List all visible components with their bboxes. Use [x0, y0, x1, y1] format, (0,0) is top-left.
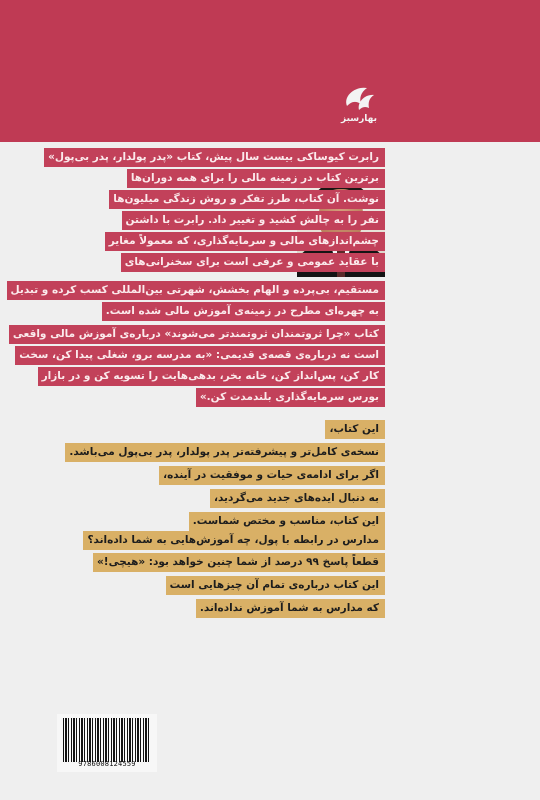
- gold-text-line: مدارس در رابطه با پول، چه آموزش‌هایی به شما داده‌اند؟: [83, 531, 385, 550]
- red-text-line: نوشت. آن کتاب، طرز تفکر و روش زندگی میلیون‌ها: [109, 190, 385, 209]
- gold-text-line: نسخه‌ی کامل‌تر و پیشرفته‌تر پدر پولدار، پدر بی‌پول می‌باشد.: [65, 443, 385, 462]
- red-text-line: بورس سرمایه‌گذاری بلندمدت کن.»: [196, 388, 385, 407]
- red-text-line: رابرت کیوساکی بیست سال پیش، کتاب «پدر پولدار، پدر بی‌پول»: [44, 148, 385, 167]
- gold-text-line: این کتاب،: [325, 420, 385, 439]
- barcode-bars: [63, 718, 151, 762]
- gold-text-line: این کتاب درباره‌ی تمام آن چیزهایی است: [166, 576, 385, 595]
- publisher-logo: [337, 84, 381, 132]
- gold-text-line: اگر برای ادامه‌ی حیات و موفقیت در آینده،: [159, 466, 385, 485]
- gold-text-line: که مدارس به شما آموزش نداده‌اند.: [196, 599, 385, 618]
- red-text-line: است نه درباره‌ی قصه‌ی قدیمی: «به مدرسه برو، شغلی پیدا کن، سخت: [15, 346, 385, 365]
- gold-text-line: این کتاب، مناسب و مختص شماست.: [189, 512, 385, 531]
- barcode-number: 9786008124559: [78, 760, 136, 768]
- publisher-name: بهارسبز: [340, 114, 377, 124]
- leaf-icon: [341, 84, 377, 114]
- red-text-line: چشم‌اندازهای مالی و سرمایه‌گذاری، که معمولاً مغایر: [105, 232, 385, 251]
- gold-text-line: به دنبال ایده‌های جدید می‌گردید،: [210, 489, 385, 508]
- red-text-line: برترین کتاب در زمینه مالی را برای همه دوران‌ها: [127, 169, 385, 188]
- red-text-line: کار کن، پس‌انداز کن، خانه بخر، بدهی‌هایت را تسویه کن و در بازار: [38, 367, 385, 386]
- red-text-line: نفر را به چالش کشید و تغییر داد. رابرت با داشتن: [122, 211, 385, 230]
- red-text-line: کتاب «چرا ثروتمندان ثروتمندتر می‌شوند» درباره‌ی آموزش مالی واقعی: [9, 325, 385, 344]
- gold-text-line: قطعاً پاسخ ۹۹ درصد از شما چنین خواهد بود: «هیچی!»: [93, 553, 385, 572]
- isbn-barcode: [57, 714, 157, 772]
- red-text-line: با عقاید عمومی و عرفی است برای سخنرانی‌های: [121, 253, 385, 272]
- red-text-line: به چهره‌ای مطرح در زمینه‌ی آموزش مالی شده است.: [102, 302, 385, 321]
- red-text-line: مستقیم، بی‌پرده و الهام بخشش، شهرتی بین‌المللی کسب کرده و تبدیل: [7, 281, 385, 300]
- top-color-band: [0, 0, 540, 142]
